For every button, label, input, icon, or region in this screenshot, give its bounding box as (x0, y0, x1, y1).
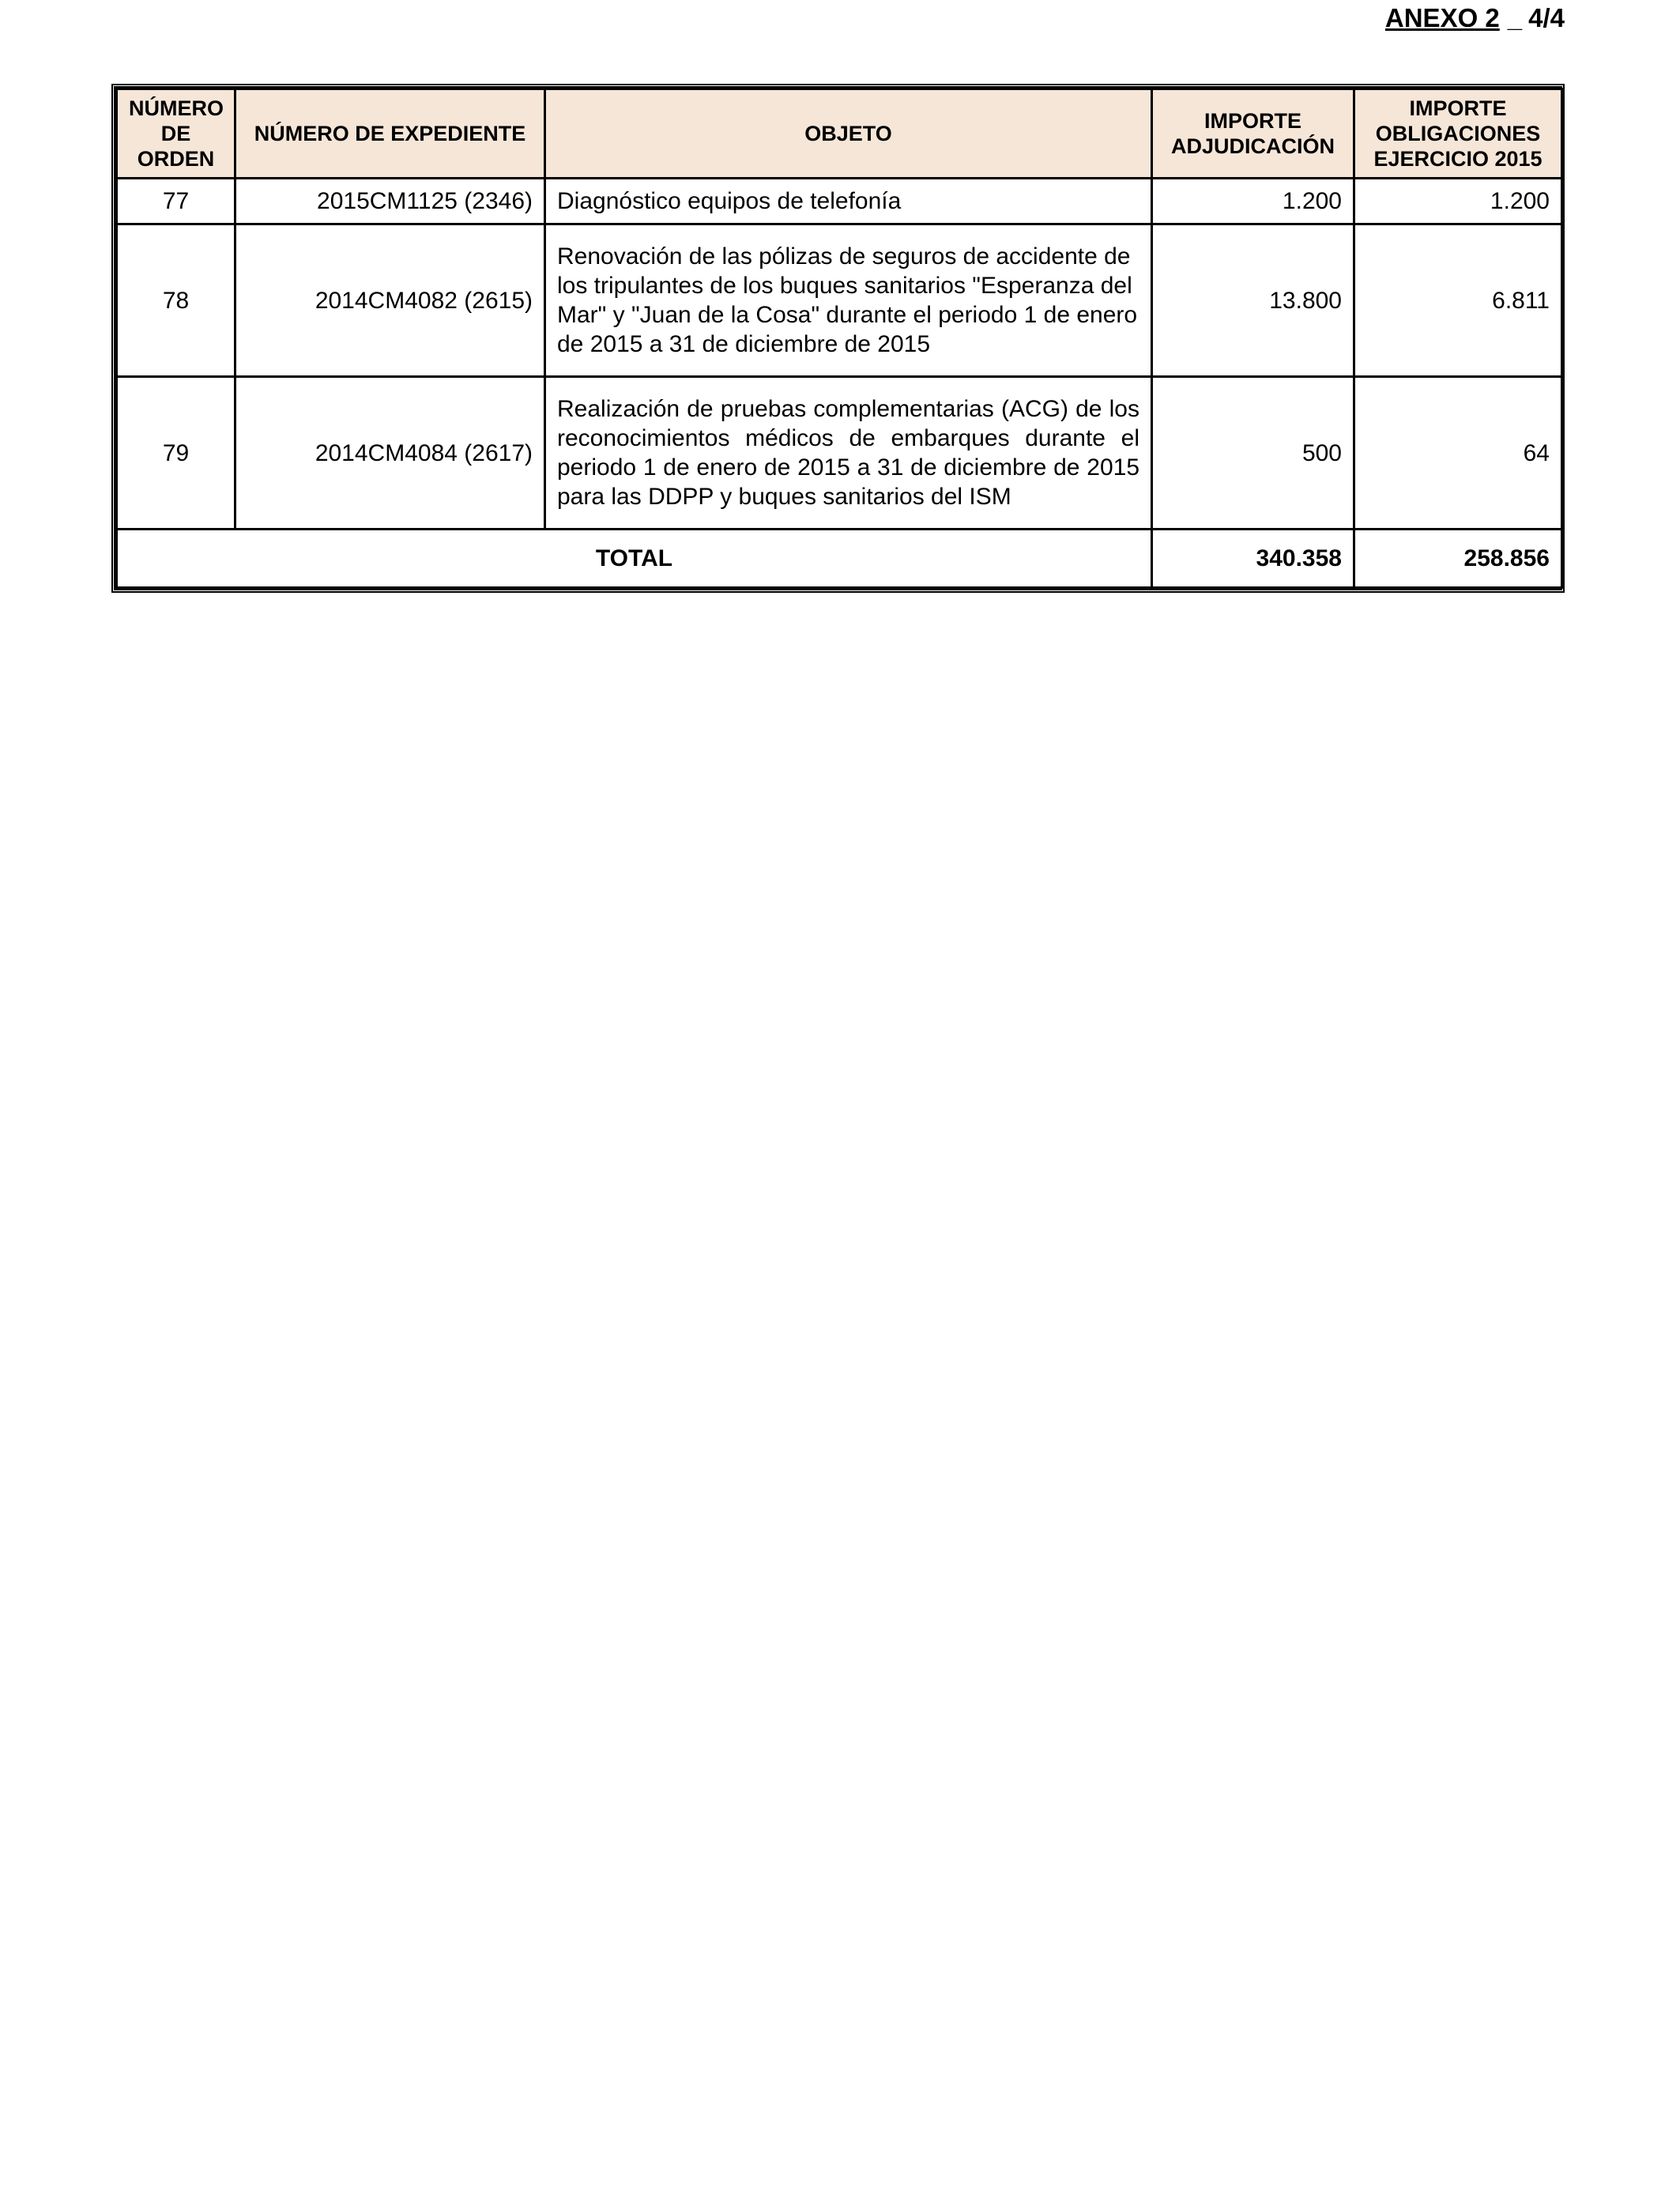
column-header-importe-adjudicacion: IMPORTE ADJUDICACIÓN (1152, 89, 1354, 179)
table-row (117, 224, 1562, 377)
table-row (117, 377, 1562, 530)
cell-importe-obligaciones: 64 (1354, 377, 1562, 530)
cell-orden: 78 (117, 224, 235, 377)
cell-expediente: 2014CM4084 (2617) (235, 377, 545, 530)
contracts-table-frame (111, 84, 1565, 593)
contracts-table (115, 88, 1563, 589)
column-header-objeto: OBJETO (545, 89, 1152, 179)
table-row (117, 179, 1562, 224)
cell-expediente: 2015CM1125 (2346) (235, 179, 545, 224)
cell-objeto: Diagnóstico equipos de telefonía (545, 179, 1152, 224)
column-header-orden: NÚMERO DE ORDEN (117, 89, 235, 179)
cell-orden: 77 (117, 179, 235, 224)
cell-objeto: Renovación de las pólizas de seguros de accidente de los tripulantes de los buques sanitarios "Esperanza del Mar" y "Juan de la Cosa" durante el periodo 1 de enero de 2015 a 31 de diciembre de 2015 (545, 224, 1152, 377)
annex-label: ANEXO 2 (1384, 3, 1500, 32)
annex-page-number: 4/4 (1528, 3, 1565, 32)
cell-importe-adjudicacion: 500 (1152, 377, 1354, 530)
cell-importe-obligaciones: 1.200 (1354, 179, 1562, 224)
annex-header (1385, 0, 1565, 36)
cell-objeto: Realización de pruebas complementarias (ACG) de los reconocimientos médicos de embarques durante el periodo 1 de enero de 2015 a 31 de diciembre de 2015 para las DDPP y buques sanitarios del ISM (545, 377, 1152, 530)
table-total-row (117, 530, 1562, 588)
annex-separator: _ (1507, 3, 1523, 32)
column-header-importe-obligaciones: IMPORTE OBLIGACIONES EJERCICIO 2015 (1354, 89, 1562, 179)
cell-importe-adjudicacion: 1.200 (1152, 179, 1354, 224)
cell-orden: 79 (117, 377, 235, 530)
table-header-row (117, 89, 1562, 179)
cell-expediente: 2014CM4082 (2615) (235, 224, 545, 377)
column-header-expediente: NÚMERO DE EXPEDIENTE (235, 89, 545, 179)
cell-importe-adjudicacion: 13.800 (1152, 224, 1354, 377)
total-importe-obligaciones: 258.856 (1354, 530, 1562, 588)
total-importe-adjudicacion: 340.358 (1152, 530, 1354, 588)
total-label: TOTAL (117, 530, 1152, 588)
cell-importe-obligaciones: 6.811 (1354, 224, 1562, 377)
